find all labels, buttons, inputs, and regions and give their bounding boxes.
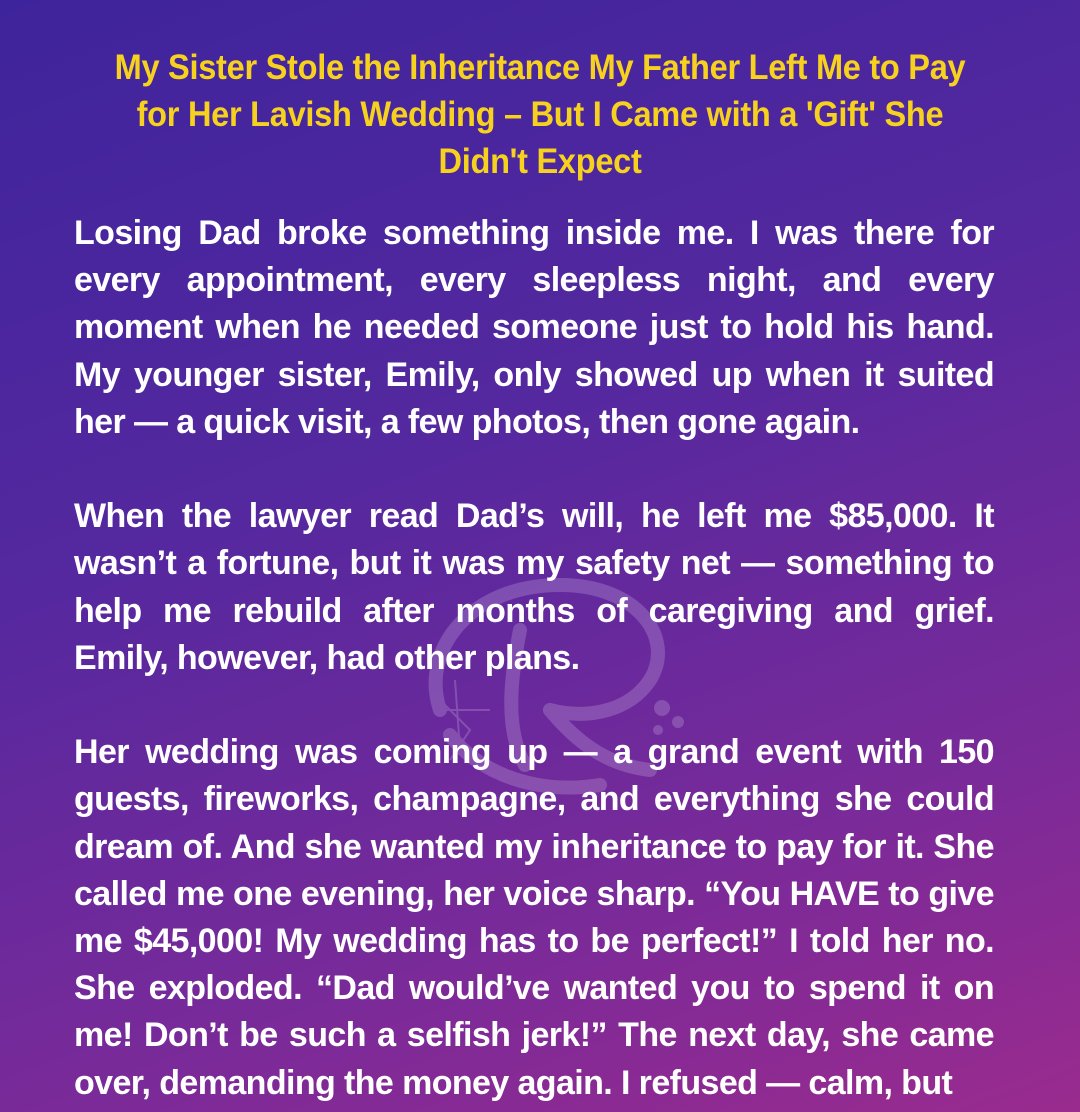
story-paragraph-2: When the lawyer read Dad’s will, he left me $85,000. It wasn’t a fortune, but it was my safety net — something to help me rebuild after months of caregiving and grief. Emily, however, had other plans. (74, 497, 994, 677)
story-paragraph-3: Her wedding was coming up — a grand event with 150 guests, fireworks, champagne, and everything she could dream of. And she wanted my inheritance to pay for it. She called me one evening, her voice sharp. “You HAVE to give me $45,000! My wedding has to be perfect!” I told her no. She exploded. “Dad would’ve wanted you to spend it on me! Don’t be such a selfish jerk!” The next day, she came over, demanding the money again. I refused — calm, but (74, 733, 994, 1102)
story-paragraph-1: Losing Dad broke something inside me. I was there for every appointment, every sleepless night, and every moment when he needed someone just to hold his hand. My younger sister, Emily, only showed up when it suited her — a quick visit, a few photos, then gone again. (74, 214, 994, 441)
article-headline: My Sister Stole the Inheritance My Father Left Me to Pay for Her Lavish Wedding – But I Came with a 'Gift' She Didn't Expect (114, 48, 966, 181)
article-body (74, 210, 994, 1107)
